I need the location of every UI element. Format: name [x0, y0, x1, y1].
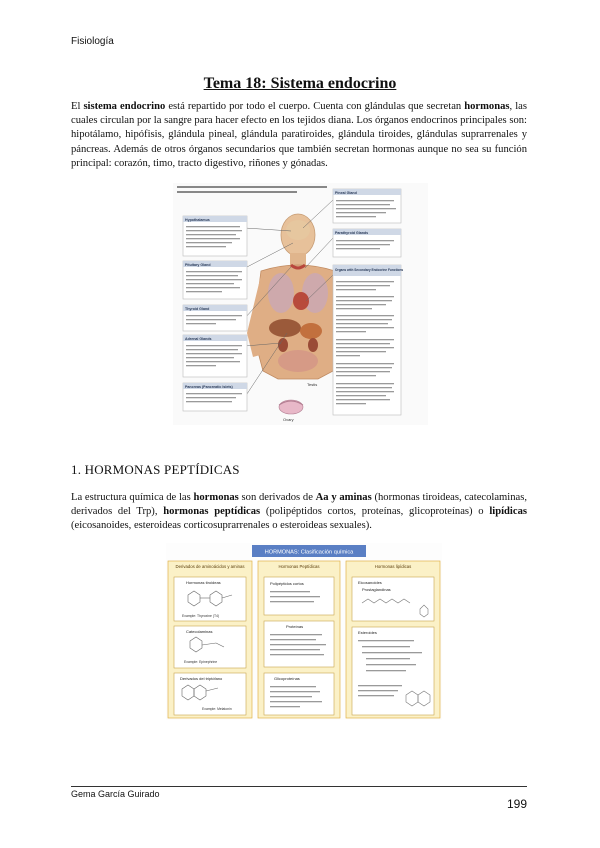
fig1-label-thyroid: Thyroid Gland: [185, 307, 210, 311]
fig1-label-adrenal: Adrenal Glands: [185, 337, 212, 341]
footer-author: Gema García Guirado: [71, 789, 160, 799]
intro-paragraph: [71, 100, 527, 171]
endocrine-system-figure: [173, 183, 428, 425]
col1-caption-3: Example: Melatonin: [202, 707, 232, 711]
intro-bold-1: sistema endocrino: [83, 101, 166, 112]
col1-title: Derivados de aminoácidos y aminas: [175, 564, 245, 569]
col1-item-3: Derivados del triptófano: [180, 676, 223, 681]
col2-item-1: Polipéptidos cortos: [270, 581, 304, 586]
footer-rule: [71, 786, 527, 787]
section-text-1: La estructura química de las: [71, 492, 194, 503]
section-text-3: (hormonas tiroideas, catecolaminas, derivados del Trp),: [71, 492, 528, 518]
page-title: Tema 18: Sistema endocrino: [203, 75, 397, 92]
intro-text-3: , las cuales circulan por la sangre para hacer efecto en los tejidos diana. Los órganos endocrinos principales son: hipotálamo, hipófisis, glándula pineal, glándula paratiroides, glándula tiroides, glándulas suprarrenales y páncreas. Además de otros órganos secundarios que también secretan hormonas aunque no sea su función principal: corazón, timo, tracto digestivo, riñones y gónadas.: [71, 101, 527, 169]
col1-item-1: Hormonas tiroideas: [186, 580, 221, 585]
section-text-4: (polipéptidos cortos, proteínas, glicoproteínas) o: [260, 506, 490, 518]
fig1-label-pancreas: Pancreas (Pancreatic Islets): [185, 385, 233, 389]
running-header: Fisiología: [71, 36, 114, 47]
col3-item-2: Prostaglandinas: [362, 587, 391, 592]
intro-text-2: está repartido por todo el cuerpo. Cuenta con glándulas que secretan: [165, 101, 465, 112]
section-text-2: son derivados de: [238, 492, 316, 503]
col2-title: Hormonas Peptídicas: [278, 564, 320, 569]
section-bold-4: lipídicas: [489, 506, 527, 518]
fig1-label-pituitary: Pituitary Gland: [185, 263, 211, 267]
col3-item-3: Esteroides: [358, 630, 377, 635]
section-bold-3: hormonas peptídicas: [163, 506, 261, 518]
section-bold-2: Aa y aminas: [315, 492, 372, 503]
section-paragraph: [71, 491, 527, 534]
col2-item-2: Proteínas: [286, 624, 304, 629]
col1-caption-1: Example: Thyroxine (T4): [182, 614, 220, 618]
col2-item-3: Glicoproteínas: [274, 676, 300, 681]
fig1-label-pineal: Pineal Gland: [335, 191, 357, 195]
fig1-label-parathyroid: Parathyroid Glands: [335, 231, 369, 235]
intro-bold-2: hormonas: [464, 101, 510, 112]
page-number: 199: [506, 797, 527, 811]
col3-item-1: Eicosanoides: [358, 580, 382, 585]
fig1-label-testis: Testis: [307, 382, 318, 387]
hormone-classification-figure: [166, 543, 442, 720]
fig1-label-hypothalamus: Hypothalamus: [185, 218, 210, 222]
classification-banner: HORMONAS: Clasificación química: [264, 549, 354, 556]
fig1-label-ovary: Ovary: [283, 417, 294, 422]
intro-text-1: El: [71, 101, 84, 112]
endocrine-figure-art: [173, 183, 428, 425]
col1-item-2: Catecolaminas: [186, 629, 213, 634]
col1-caption-2: Example: Epinephrine: [184, 660, 218, 664]
section-text-5: (eicosanoides, esteroideas corticosuprarrenales o esteroideas sexuales).: [71, 520, 372, 532]
col3-title: Hormonas lipídicas: [374, 564, 412, 569]
classification-figure-art: [166, 543, 442, 720]
fig1-label-secondary-organs: Organs with Secondary Endocrine Functions: [335, 268, 404, 272]
section-bold-1: hormonas: [193, 492, 239, 503]
section-heading: 1. HORMONAS PEPTÍDICAS: [71, 462, 240, 477]
